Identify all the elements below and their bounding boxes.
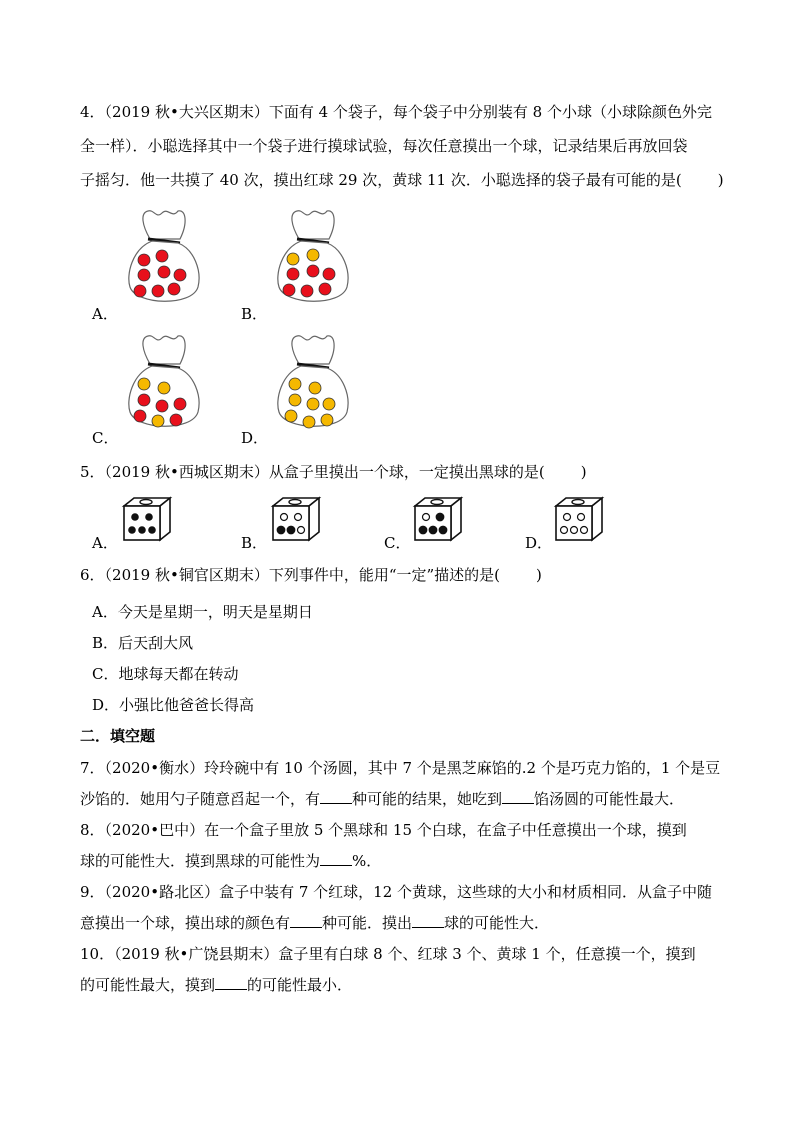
q5-stem-text: 5．（2019 秋•西城区期末）从盒子里摸出一个球，一定摸出黑球的是( (80, 463, 545, 481)
q10-blank-1[interactable] (215, 975, 247, 990)
q10-line-2 (80, 974, 734, 996)
q9-blank-2[interactable] (412, 913, 444, 928)
q9-blank-1[interactable] (290, 913, 322, 928)
q4-option-b-label: B． (241, 305, 268, 323)
q8-text-b: %． (352, 852, 382, 870)
q4-option-d-label: D． (241, 429, 269, 447)
q6-option-d: D．小强比他爸爸长得高 (92, 696, 255, 714)
bag-a-icon[interactable] (122, 205, 204, 309)
q9-line-1: 9．（2020•路北区）盒子中装有 7 个红球，12 个黄球，这些球的大小和材质相同．从盒子中随 (80, 883, 713, 901)
q5-option-a-label: A． (92, 534, 118, 552)
q10-line-1: 10．（2019 秋•广饶县期末）盒子里有白球 8 个、红球 3 个、黄球 1 个，任意摸一个，摸到 (80, 945, 696, 963)
q8-line-1: 8．（2020•巴中）在一个盒子里放 5 个黑球和 15 个白球，在盒子中任意摸出一个球，摸到 (80, 821, 687, 839)
q4-line-1: 4．（2019 秋•大兴区期末）下面有 4 个袋子，每个袋子中分别装有 8 个小球（小球除颜色外完 (80, 103, 712, 121)
q6-option-b: B．后天刮大风 (92, 634, 194, 652)
box-d-icon[interactable] (554, 496, 604, 544)
q10-text-a: 的可能性最大，摸到 (80, 976, 216, 994)
q7-text-b: 种可能的结果，她吃到 (352, 790, 503, 808)
q4-option-a-label: A． (92, 305, 118, 323)
bag-c-icon[interactable] (122, 330, 204, 434)
q5-stem (80, 461, 734, 483)
q7-blank-2[interactable] (502, 789, 534, 804)
q6-option-a: A．今天是星期一，明天是星期日 (92, 603, 313, 621)
q5-option-c-label: C． (384, 534, 411, 552)
q9-text-c: 球的可能性大． (444, 914, 550, 932)
q10-text-b: 的可能性最小． (247, 976, 353, 994)
q5-option-d-label: D． (525, 534, 553, 552)
q5-option-b-label: B． (241, 534, 268, 552)
q6-stem (80, 564, 734, 586)
box-c-icon[interactable] (413, 496, 463, 544)
q4-paren-close: ) (717, 171, 724, 189)
q5-paren-close: ) (580, 463, 587, 481)
q6-paren-close: ) (536, 566, 542, 584)
box-a-icon[interactable] (122, 496, 172, 544)
q7-blank-1[interactable] (320, 789, 352, 804)
bag-d-icon[interactable] (271, 330, 353, 434)
q6-stem-text: 6．（2019 秋•铜官区期末）下列事件中，能用“一定”描述的是( (80, 566, 501, 584)
q8-text-a: 球的可能性大．摸到黑球的可能性为 (80, 852, 321, 870)
q7-text-c: 馅汤圆的可能性最大． (534, 790, 685, 808)
bag-b-icon[interactable] (271, 205, 353, 309)
q8-blank-1[interactable] (320, 851, 352, 866)
section-fill-in-title: 二．填空题 (80, 727, 156, 745)
q9-line-2 (80, 912, 734, 934)
q7-line-1: 7．（2020•衡水）玲玲碗中有 10 个汤圆，其中 7 个是黑芝麻馅的.2 个是巧克力馅的，1 个是豆 (80, 759, 721, 777)
q9-text-a: 意摸出一个球，摸出球的颜色有 (80, 914, 291, 932)
q4-line-3 (80, 169, 734, 191)
q9-text-b: 种可能．摸出 (322, 914, 413, 932)
q7-line-2 (80, 788, 734, 810)
q6-option-c: C．地球每天都在转动 (92, 665, 239, 683)
q4-line-2: 全一样）．小聪选择其中一个袋子进行摸球试验，每次任意摸出一个球，记录结果后再放回袋 (80, 137, 688, 155)
q4-option-c-label: C． (92, 429, 119, 447)
q4-line-3-text: 子摇匀．他一共摸了 40 次，摸出红球 29 次，黄球 11 次．小聪选择的袋子最有可能的是( (80, 171, 682, 189)
q7-text-a: 沙馅的．她用勺子随意舀起一个，有 (80, 790, 321, 808)
box-b-icon[interactable] (271, 496, 321, 544)
q8-line-2 (80, 850, 734, 872)
